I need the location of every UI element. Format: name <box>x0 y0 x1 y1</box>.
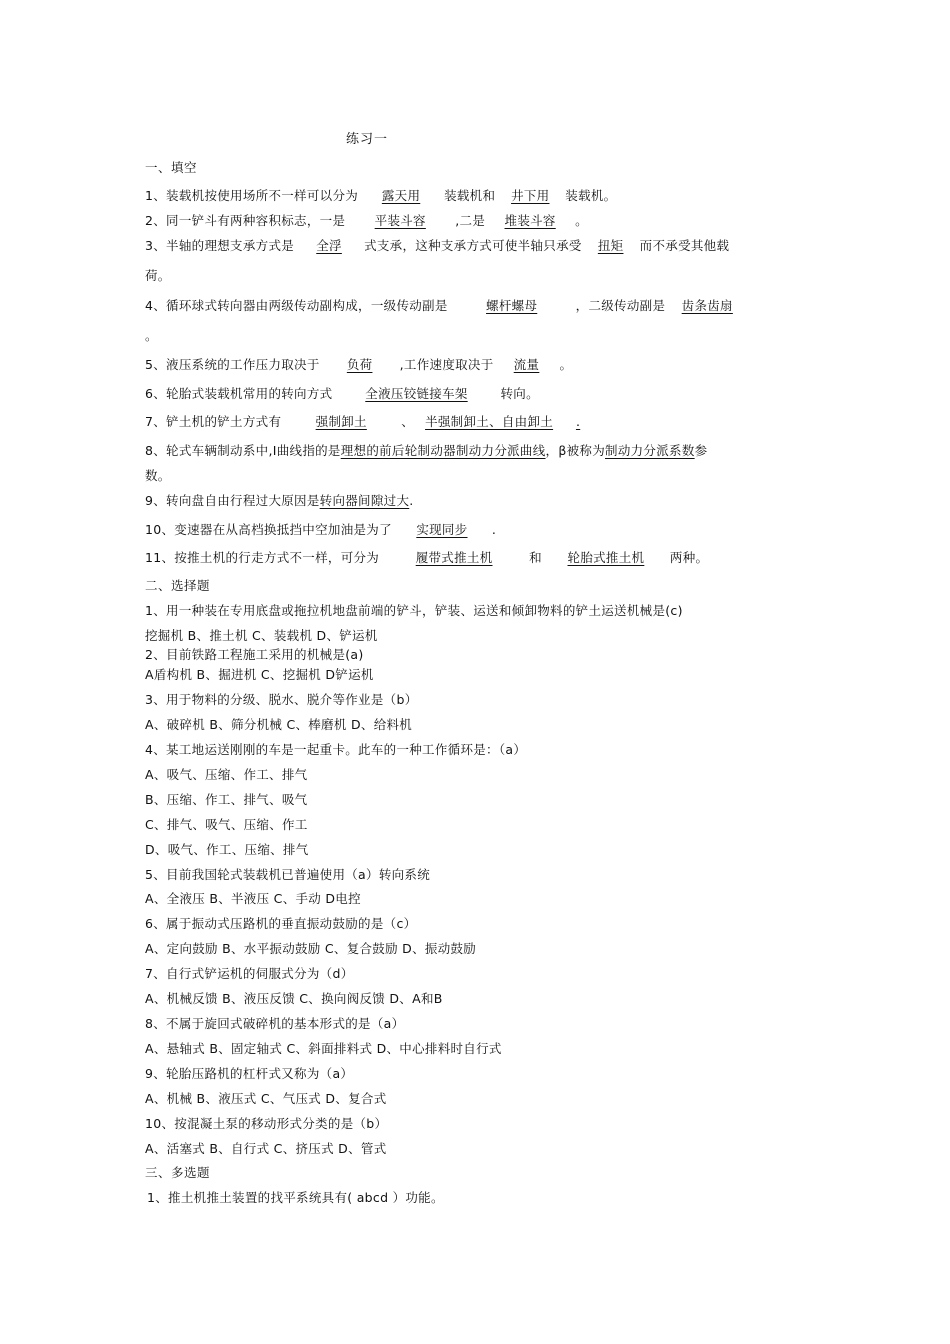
fill-question-1 <box>145 186 616 204</box>
question-text: ,工作速度取决于 <box>399 357 494 372</box>
fill-question-2 <box>145 211 588 229</box>
question-text: 3、半轴的理想支承方式是 <box>145 238 295 253</box>
fill-question-8-continued: 数。 <box>145 468 171 483</box>
answer-blank: 露天用 <box>381 188 421 203</box>
question-text: 6、轮胎式装载机常用的转向方式 <box>145 386 333 401</box>
answer-blank: 齿条齿扇 <box>681 298 733 313</box>
question-text: ,二是 <box>455 213 486 228</box>
question-text: 5、液压系统的工作压力取决于 <box>145 357 320 372</box>
answer-blank: 堆装斗容 <box>504 213 556 228</box>
question-text: 7、铲土机的铲土方式有 <box>145 414 282 429</box>
question-text: ，β被称为 <box>545 443 606 458</box>
answer-blank: 半强制卸土、自由卸土 <box>425 414 554 429</box>
answer-blank: 全浮 <box>316 238 342 253</box>
question-text: . <box>409 493 414 508</box>
choice-line: A、定向鼓励 B、水平振动鼓励 C、复合鼓励 D、振动鼓励 <box>145 941 477 956</box>
answer-blank: 轮胎式推土机 <box>567 550 645 565</box>
question-text: 式支承，这种支承方式可使半轴只承受 <box>364 238 582 253</box>
question-text: 2、同一铲斗有两种容积标志，一是 <box>145 213 346 228</box>
question-text: 4、循环球式转向器由两级传动副构成，一级传动副是 <box>145 298 448 313</box>
answer-blank: 制动力分派系数 <box>605 443 695 458</box>
choice-line: A、活塞式 B、自行式 C、挤压式 D、管式 <box>145 1141 387 1156</box>
question-text: 和 <box>529 550 542 565</box>
question-text: 10、变速器在从高档换抵挡中空加油是为了 <box>145 522 392 537</box>
fill-question-7 <box>145 412 592 430</box>
question-text: 。 <box>526 386 539 401</box>
question-text: 1、装载机按使用场所不一样可以分为 <box>145 188 359 203</box>
question-text: 装载机和 <box>444 188 496 203</box>
choice-line: 5、目前我国轮式装载机已普遍使用（a）转向系统 <box>145 867 431 882</box>
fill-question-4-continued: 。 <box>145 328 158 343</box>
fill-question-3-continued: 荷。 <box>145 268 171 283</box>
question-text: 8、轮式车辆制动系中,I曲线指的是 <box>145 443 341 458</box>
choice-line: A、全液压 B、半液压 C、手动 D电控 <box>145 891 361 906</box>
choice-line: A、悬轴式 B、固定轴式 C、斜面排料式 D、中心排料时自行式 <box>145 1041 502 1056</box>
answer-blank: 履带式推土机 <box>415 550 493 565</box>
choice-line: A、机械 B、液压式 C、气压式 D、复合式 <box>145 1091 387 1106</box>
choice-line: A、机械反馈 B、液压反馈 C、换向阀反馈 D、A和B <box>145 991 443 1006</box>
question-text: 11、按推土机的行走方式不一样，可分为 <box>145 550 380 565</box>
choice-line: 10、按混凝土泵的移动形式分类的是（b） <box>145 1116 388 1131</box>
choice-line: A、破碎机 B、筛分机械 C、棒磨机 D、给料机 <box>145 717 413 732</box>
fill-question-5 <box>145 355 572 373</box>
question-text: 两种。 <box>669 550 709 565</box>
choice-line: 9、轮胎压路机的杠杆式又称为（a） <box>145 1066 354 1081</box>
choice-line: A、吸气、压缩、作工、排气 <box>145 767 308 782</box>
answer-blank: 强制卸土 <box>315 414 367 429</box>
choice-line: 挖掘机 B、推土机 C、装载机 D、铲运机 <box>145 628 378 643</box>
choice-line: 1、用一种装在专用底盘或拖拉机地盘前端的铲斗，铲装、运送和倾卸物料的铲土运送机械是(c) <box>145 603 683 618</box>
page-title: 练习一 <box>346 132 389 147</box>
answer-blank: 理想的前后轮制动器制动力分派曲线 <box>340 443 546 458</box>
answer-blank: . <box>575 414 581 429</box>
fill-question-8 <box>145 441 707 459</box>
question-text: 。 <box>559 357 573 372</box>
answer-blank: 井下用 <box>511 188 550 203</box>
fill-question-11 <box>145 548 708 566</box>
fill-question-4 <box>145 296 749 314</box>
answer-blank: 转向器间隙过大 <box>319 493 410 508</box>
question-text: 转向 <box>500 386 527 401</box>
answer-blank: 实现同步 <box>416 522 468 537</box>
question-text: 而不承受其他载 <box>639 238 730 253</box>
question-text: 。 <box>575 213 588 228</box>
fill-question-9 <box>145 491 414 509</box>
section-heading-choice: 二、选择题 <box>145 578 211 593</box>
choice-line: 2、目前铁路工程施工采用的机械是(a) <box>145 647 364 662</box>
question-text: 装载机。 <box>565 188 617 203</box>
answer-blank: 全液压铰链接车架 <box>365 386 468 401</box>
choice-line: 8、不属于旋回式破碎机的基本形式的是（a） <box>145 1016 405 1031</box>
answer-blank: 平装斗容 <box>374 213 426 228</box>
question-text: 、 <box>401 414 415 429</box>
answer-blank: 螺杆螺母 <box>486 298 538 313</box>
answer-blank: 流量 <box>513 357 540 372</box>
choice-line: 7、自行式铲运机的伺服式分为（d） <box>145 966 354 981</box>
section-heading-fill: 一、填空 <box>145 160 198 175</box>
choice-line: A盾构机 B、掘进机 C、挖掘机 D铲运机 <box>145 667 374 682</box>
section-heading-multi: 三、多选题 <box>145 1165 211 1180</box>
choice-line: D、吸气、作工、压缩、排气 <box>145 842 309 857</box>
fill-question-10 <box>145 520 496 538</box>
choice-line: 6、属于振动式压路机的垂直振动鼓励的是（c） <box>145 916 417 931</box>
question-text: 参 <box>694 443 708 458</box>
question-text: 9、转向盘自由行程过大原因是 <box>145 493 320 508</box>
fill-question-6 <box>145 384 539 402</box>
fill-question-3 <box>145 236 729 254</box>
choice-line: B、压缩、作工、排气、吸气 <box>145 792 308 807</box>
choice-line: 4、某工地运送刚刚的车是一起重卡。此车的一种工作循环是：（a） <box>145 742 527 757</box>
question-text: ，二级传动副是 <box>575 298 666 313</box>
question-text: . <box>491 522 497 537</box>
answer-blank: 负荷 <box>346 357 373 372</box>
answer-blank: 扭矩 <box>597 238 624 253</box>
choice-line: 3、用于物料的分级、脱水、脱介等作业是（b） <box>145 692 418 707</box>
multi-question-1: 1、推土机推土装置的找平系统具有( abcd ）功能。 <box>147 1190 444 1205</box>
choice-line: C、排气、吸气、压缩、作工 <box>145 817 308 832</box>
